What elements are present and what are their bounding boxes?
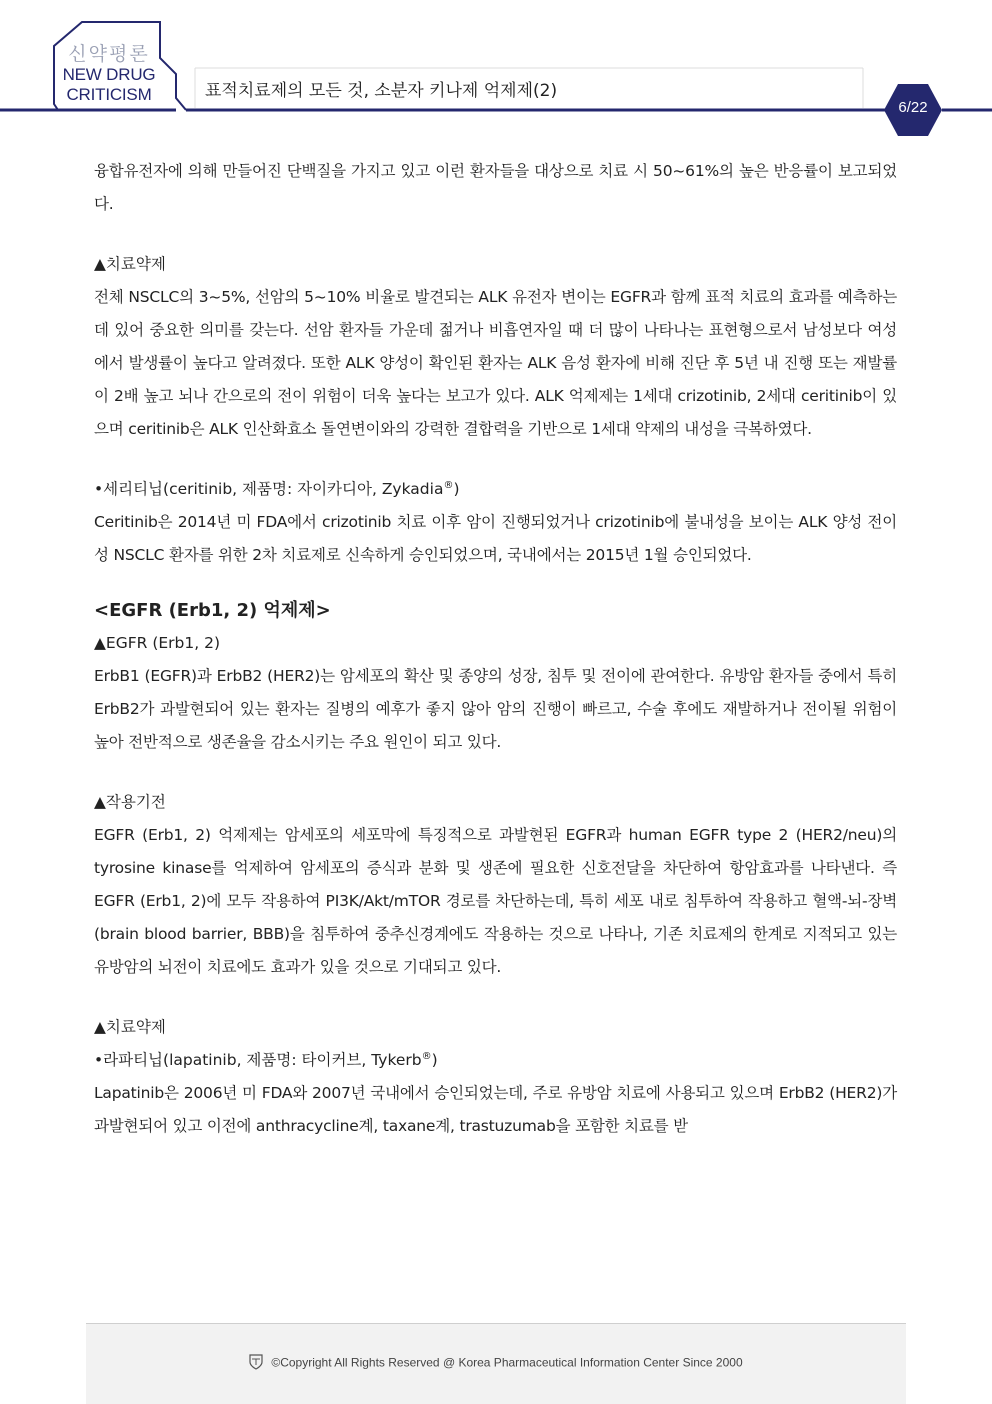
paragraph-egfr: ErbB1 (EGFR)과 ErbB2 (HER2)는 암세포의 확산 및 종양의 성장, 침투 및 전이에 관여한다. 유방암 환자들 중에서 특히 ErbB2가 과발현되어 있는 환자는 질병의 예후가 좋지 않아 암의 진행이 빠르고, 수술 후에도 재발하거나 전이될 위험이 높아 전반적으로 생존율을 감소시키는 주요 원인이 되고 있다. — [94, 667, 897, 751]
drug-title-text: •라파티닙(lapatinib, 제품명: 타이커브, Tykerb — [94, 1051, 422, 1069]
drug-title-close: ) — [453, 480, 460, 498]
shield-crest-icon — [249, 1354, 263, 1373]
brand-korean-name: 신약평론 — [68, 43, 150, 65]
copyright-text: ©Copyright All Rights Reserved @ Korea Pharmaceutical Information Center Since 2000 — [271, 1355, 743, 1370]
article-body — [94, 155, 897, 1143]
subheading-egfr: ▲EGFR (Erb1, 2) — [94, 634, 221, 652]
paragraph-alk: 전체 NSCLC의 3~5%, 선암의 5~10% 비율로 발견되는 ALK 유전자 변이는 EGFR과 함께 표적 치료의 효과를 예측하는 데 있어 중요한 의미를 갖는다. 선암 환자들 가운데 젊거나 비흡연자일 때 더 많이 나타나는 표현형으로서 남성보다 여성에서 발생률이 높다고 알려졌다. 또한 ALK 양성이 확인된 환자는 ALK 음성 환자에 비해 진단 후 5년 내 진행 또는 재발률이 2배 높고 뇌나 간으로의 전이 위험이 더욱 높다는 보고가 있다. ALK 억제제는 1세대 crizotinib, 2세대 ceritinib이 있으며 ceritinib은 ALK 인산화효소 돌연변이와의 강력한 결합력을 기반으로 1세대 약제의 내성을 극복하였다. — [94, 288, 898, 438]
drug-title-text: •세리티닙(ceritinib, 제품명: 자이카디아, Zykadia — [94, 480, 444, 498]
paragraph-ceritinib: Ceritinib은 2014년 미 FDA에서 crizotinib 치료 이후 암이 진행되었거나 crizotinib에 불내성을 보이는 ALK 양성 전이성 NSCLC 환자를 위한 2차 치료제로 신속하게 승인되었으며, 국내에서는 2015년 1월 승인되었다. — [94, 513, 897, 564]
brand-english-line2: CRITICISM — [66, 85, 152, 104]
paragraph-mechanism: EGFR (Erb1, 2) 억제제는 암세포의 세포막에 특징적으로 과발현된 EGFR과 human EGFR type 2 (HER2/neu)의 tyrosine kinase를 억제하여 암세포의 증식과 분화 및 생존에 필요한 신호전달을 차단하여 항암효과를 나타낸다. 즉 EGFR (Erb1, 2)에 모두 작용하여 PI3K/Akt/mTOR 경로를 차단하는데, 특히 세포 내로 침투하여 작용하고 혈액-뇌-장벽(brain blood barrier, BBB)을 침투하여 중추신경계에도 작용하는 것으로 나타나, 기존 치료제의 한계로 지적되고 있는 유방암의 뇌전이 치료에도 효과가 있을 것으로 기대되고 있다. — [94, 826, 897, 976]
paragraph-lapatinib: Lapatinib은 2006년 미 FDA와 2007년 국내에서 승인되었는데, 주로 유방암 치료에 사용되고 있으며 ErbB2 (HER2)가 과발현되어 있고 이전에 anthracycline계, taxane계, trastuzumab을 포함한 치료를 받 — [94, 1084, 897, 1135]
section-title-egfr: <EGFR (Erb1, 2) 억제제> — [94, 600, 331, 621]
page-header — [0, 0, 992, 140]
brand-english-line1: NEW DRUG — [62, 65, 156, 84]
registered-mark: ® — [443, 479, 454, 491]
subheading-treatment-drugs-2: ▲치료약제 — [94, 1018, 166, 1036]
page-number: 6/22 — [898, 99, 928, 116]
subheading-mechanism: ▲작용기전 — [94, 793, 166, 811]
drug-title-close: ) — [431, 1051, 438, 1069]
paragraph-intro: 융합유전자에 의해 만들어진 단백질을 가지고 있고 이런 환자들을 대상으로 치료 시 50~61%의 높은 반응률이 보고되었다. — [94, 162, 897, 213]
drug-title-lapatinib — [94, 1044, 897, 1077]
page-footer — [86, 1323, 906, 1404]
footer-content — [86, 1354, 906, 1373]
article-title: 표적치료제의 모든 것, 소분자 키나제 억제제(2) — [205, 81, 558, 101]
drug-title-ceritinib — [94, 473, 897, 506]
registered-mark: ® — [421, 1050, 432, 1062]
brand-logo — [54, 43, 164, 105]
subheading-treatment-drugs: ▲치료약제 — [94, 255, 166, 273]
